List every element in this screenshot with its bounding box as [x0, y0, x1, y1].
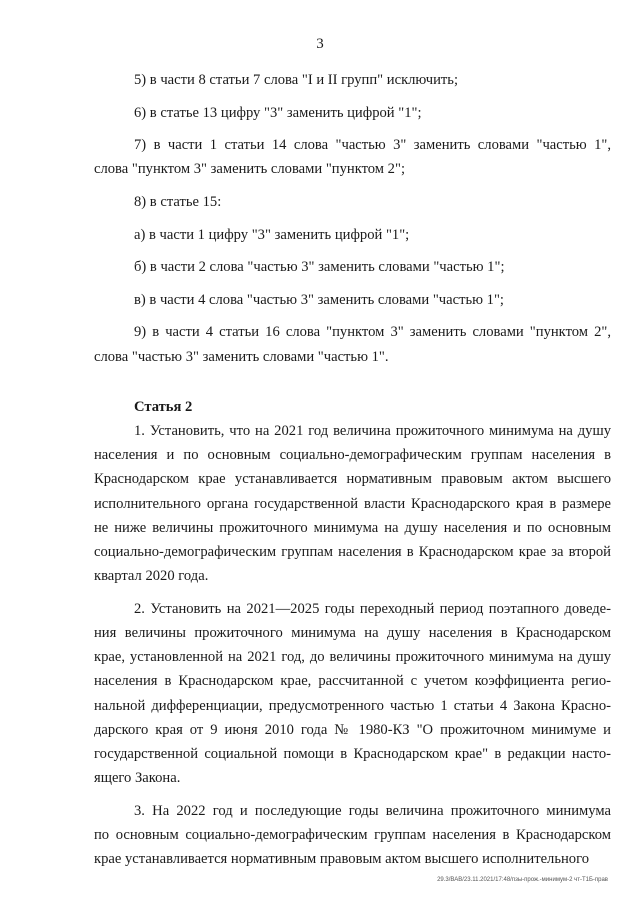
text-line: слова "пунктом 3" заменить словами "пунктом 2";	[94, 161, 405, 178]
text-line: крае устанавливается нормативным правовым актом высшего исполнительного	[94, 851, 590, 868]
article-paragraph	[94, 799, 611, 872]
text-line: квартал 2020 года.	[94, 568, 209, 585]
text-line: социально-демографическим группам населения в Краснодарском крае за второй	[94, 543, 611, 560]
text-line: нальной дифференциации, предусмотренного частью 1 статьи 4 Закона Красно-	[94, 697, 611, 714]
text-line: населения в Краснодарском крае, рассчитанной с учетом коэффициента регио-	[94, 673, 611, 690]
text-line: государственной социальной помощи в Краснодарском крае" в редакции насто-	[94, 746, 611, 762]
amendment-item	[94, 288, 611, 312]
text-line: в) в части 4 слова "частью 3" заменить словами "частью 1";	[134, 291, 504, 308]
amendment-item	[94, 68, 611, 92]
text-line: 3. На 2022 год и последующие годы величина прожиточного минимума	[134, 802, 611, 819]
text-line: ния величины прожиточного минимума на душу населения в Краснодарском	[94, 624, 611, 641]
amendment-item	[94, 320, 611, 368]
text-line: а) в части 1 цифру "3" заменить цифрой "1";	[134, 226, 410, 243]
amendment-item	[94, 133, 611, 181]
text-line: по основным социально-демографическим группам населения в Краснодарском	[94, 827, 611, 843]
amendment-item	[94, 190, 611, 214]
document-footer-code: 29.3/ВАВ/23.11.2021/17:48/пзы-прож.-минимум-2 чт-Т1Б-прав	[437, 877, 608, 883]
article-heading: Статья 2	[134, 398, 193, 415]
amendment-list	[94, 68, 611, 369]
article-2-body	[94, 419, 611, 871]
text-line: не ниже величины прожиточного минимума на душу населения и по основным	[94, 519, 611, 536]
article-paragraph	[94, 597, 611, 791]
amendment-item	[94, 101, 611, 125]
amendment-item	[94, 255, 611, 279]
text-line: ящего Закона.	[94, 770, 181, 787]
text-line: дарского края от 9 июня 2010 года № 1980-КЗ "О прожиточном минимуме и	[94, 721, 611, 738]
text-line: 6) в статье 13 цифру "3" заменить цифрой "1";	[134, 104, 422, 121]
text-line: слова "частью 3" заменить словами "частью 1".	[94, 348, 389, 365]
text-line: 1. Установить, что на 2021 год величина прожиточного минимума на душу	[134, 422, 611, 439]
text-line: б) в части 2 слова "частью 3" заменить словами "частью 1";	[134, 259, 505, 276]
text-line: 9) в части 4 статьи 16 слова "пунктом 3" заменить словами "пунктом 2",	[134, 324, 611, 341]
text-line: населения и по основным социально-демографическим группам населения в	[94, 447, 611, 464]
text-line: 5) в части 8 статьи 7 слова "I и II групп" исключить;	[134, 72, 459, 88]
text-line: крае, установленной на 2021 год, до величины прожиточного минимума на душу	[94, 649, 611, 666]
page-number: 3	[316, 36, 324, 52]
text-line: 7) в части 1 статьи 14 слова "частью 3" заменить словами "частью 1",	[134, 137, 611, 154]
text-line: 2. Установить на 2021—2025 годы переходный период поэтапного доведе-	[134, 600, 611, 617]
text-line: Краснодарском крае устанавливается нормативным правовым актом высшего	[94, 471, 611, 488]
amendment-item	[94, 223, 611, 247]
text-line: исполнительного органа государственной власти Краснодарского края в размере	[94, 495, 611, 512]
article-paragraph	[94, 419, 611, 588]
document-body	[94, 68, 611, 871]
text-line: 8) в статье 15:	[134, 193, 222, 210]
